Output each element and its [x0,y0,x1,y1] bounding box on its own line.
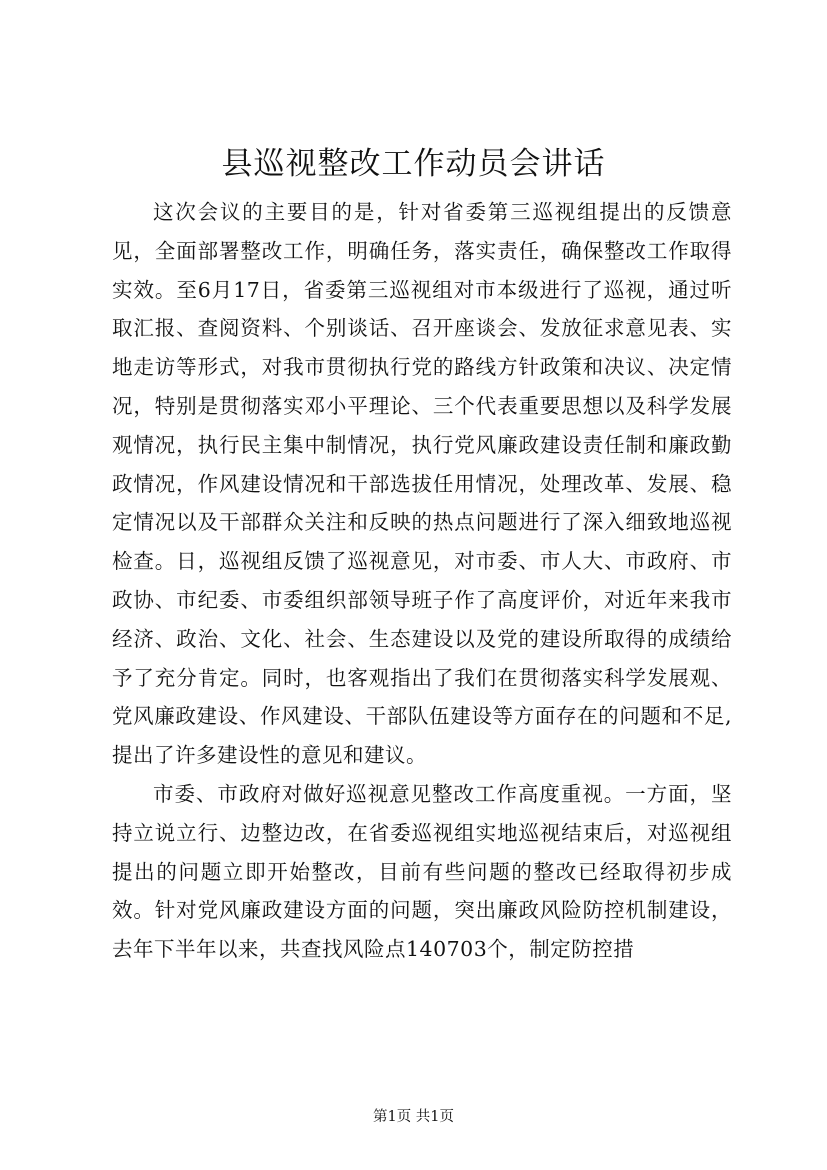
document-body [112,193,732,969]
page-number-footer: 第1页 共1页 [372,1109,455,1125]
paragraph: 市委、市政府对做好巡视意见整改工作高度重视。一方面，坚持立说立行、边整边改，在省委巡视组实地巡视结束后，对巡视组提出的问题立即开始整改，目前有些问题的整改已经取得初步成效。针对党风廉政建设方面的问题，突出廉政风险防控机制建设，去年下半年以来，共查找风险点140703个，制定防控措 [112,781,732,962]
document-title: 县巡视整改工作动员会讲话 [221,146,606,182]
paragraph: 这次会议的主要目的是，针对省委第三巡视组提出的反馈意见，全面部署整改工作，明确任务，落实责任，确保整改工作取得实效。至6月17日，省委第三巡视组对市本级进行了巡视，通过听取汇报、查阅资料、个别谈话、召开座谈会、发放征求意见表、实地走访等形式，对我市贯彻执行党的路线方针政策和决议、决定情况，特别是贯彻落实邓小平理论、三个代表重要思想以及科学发展观情况，执行民主集中制情况，执行党风廉政建设责任制和廉政勤政情况，作风建设情况和干部选拔任用情况，处理改革、发展、稳定情况以及干部群众关注和反映的热点问题进行了深入细致地巡视检查。日，巡视组反馈了巡视意见，对市委、市人大、市政府、市政协、市纪委、市委组织部领导班子作了高度评价，对近年来我市经济、政治、文化、社会、生态建设以及党的建设所取得的成绩给予了充分肯定。同时，也客观指出了我们在贯彻落实科学发展观、党风廉政建设、作风建设、干部队伍建设等方面存在的问题和不足,提出了许多建设性的意见和建议。 [112,200,732,768]
